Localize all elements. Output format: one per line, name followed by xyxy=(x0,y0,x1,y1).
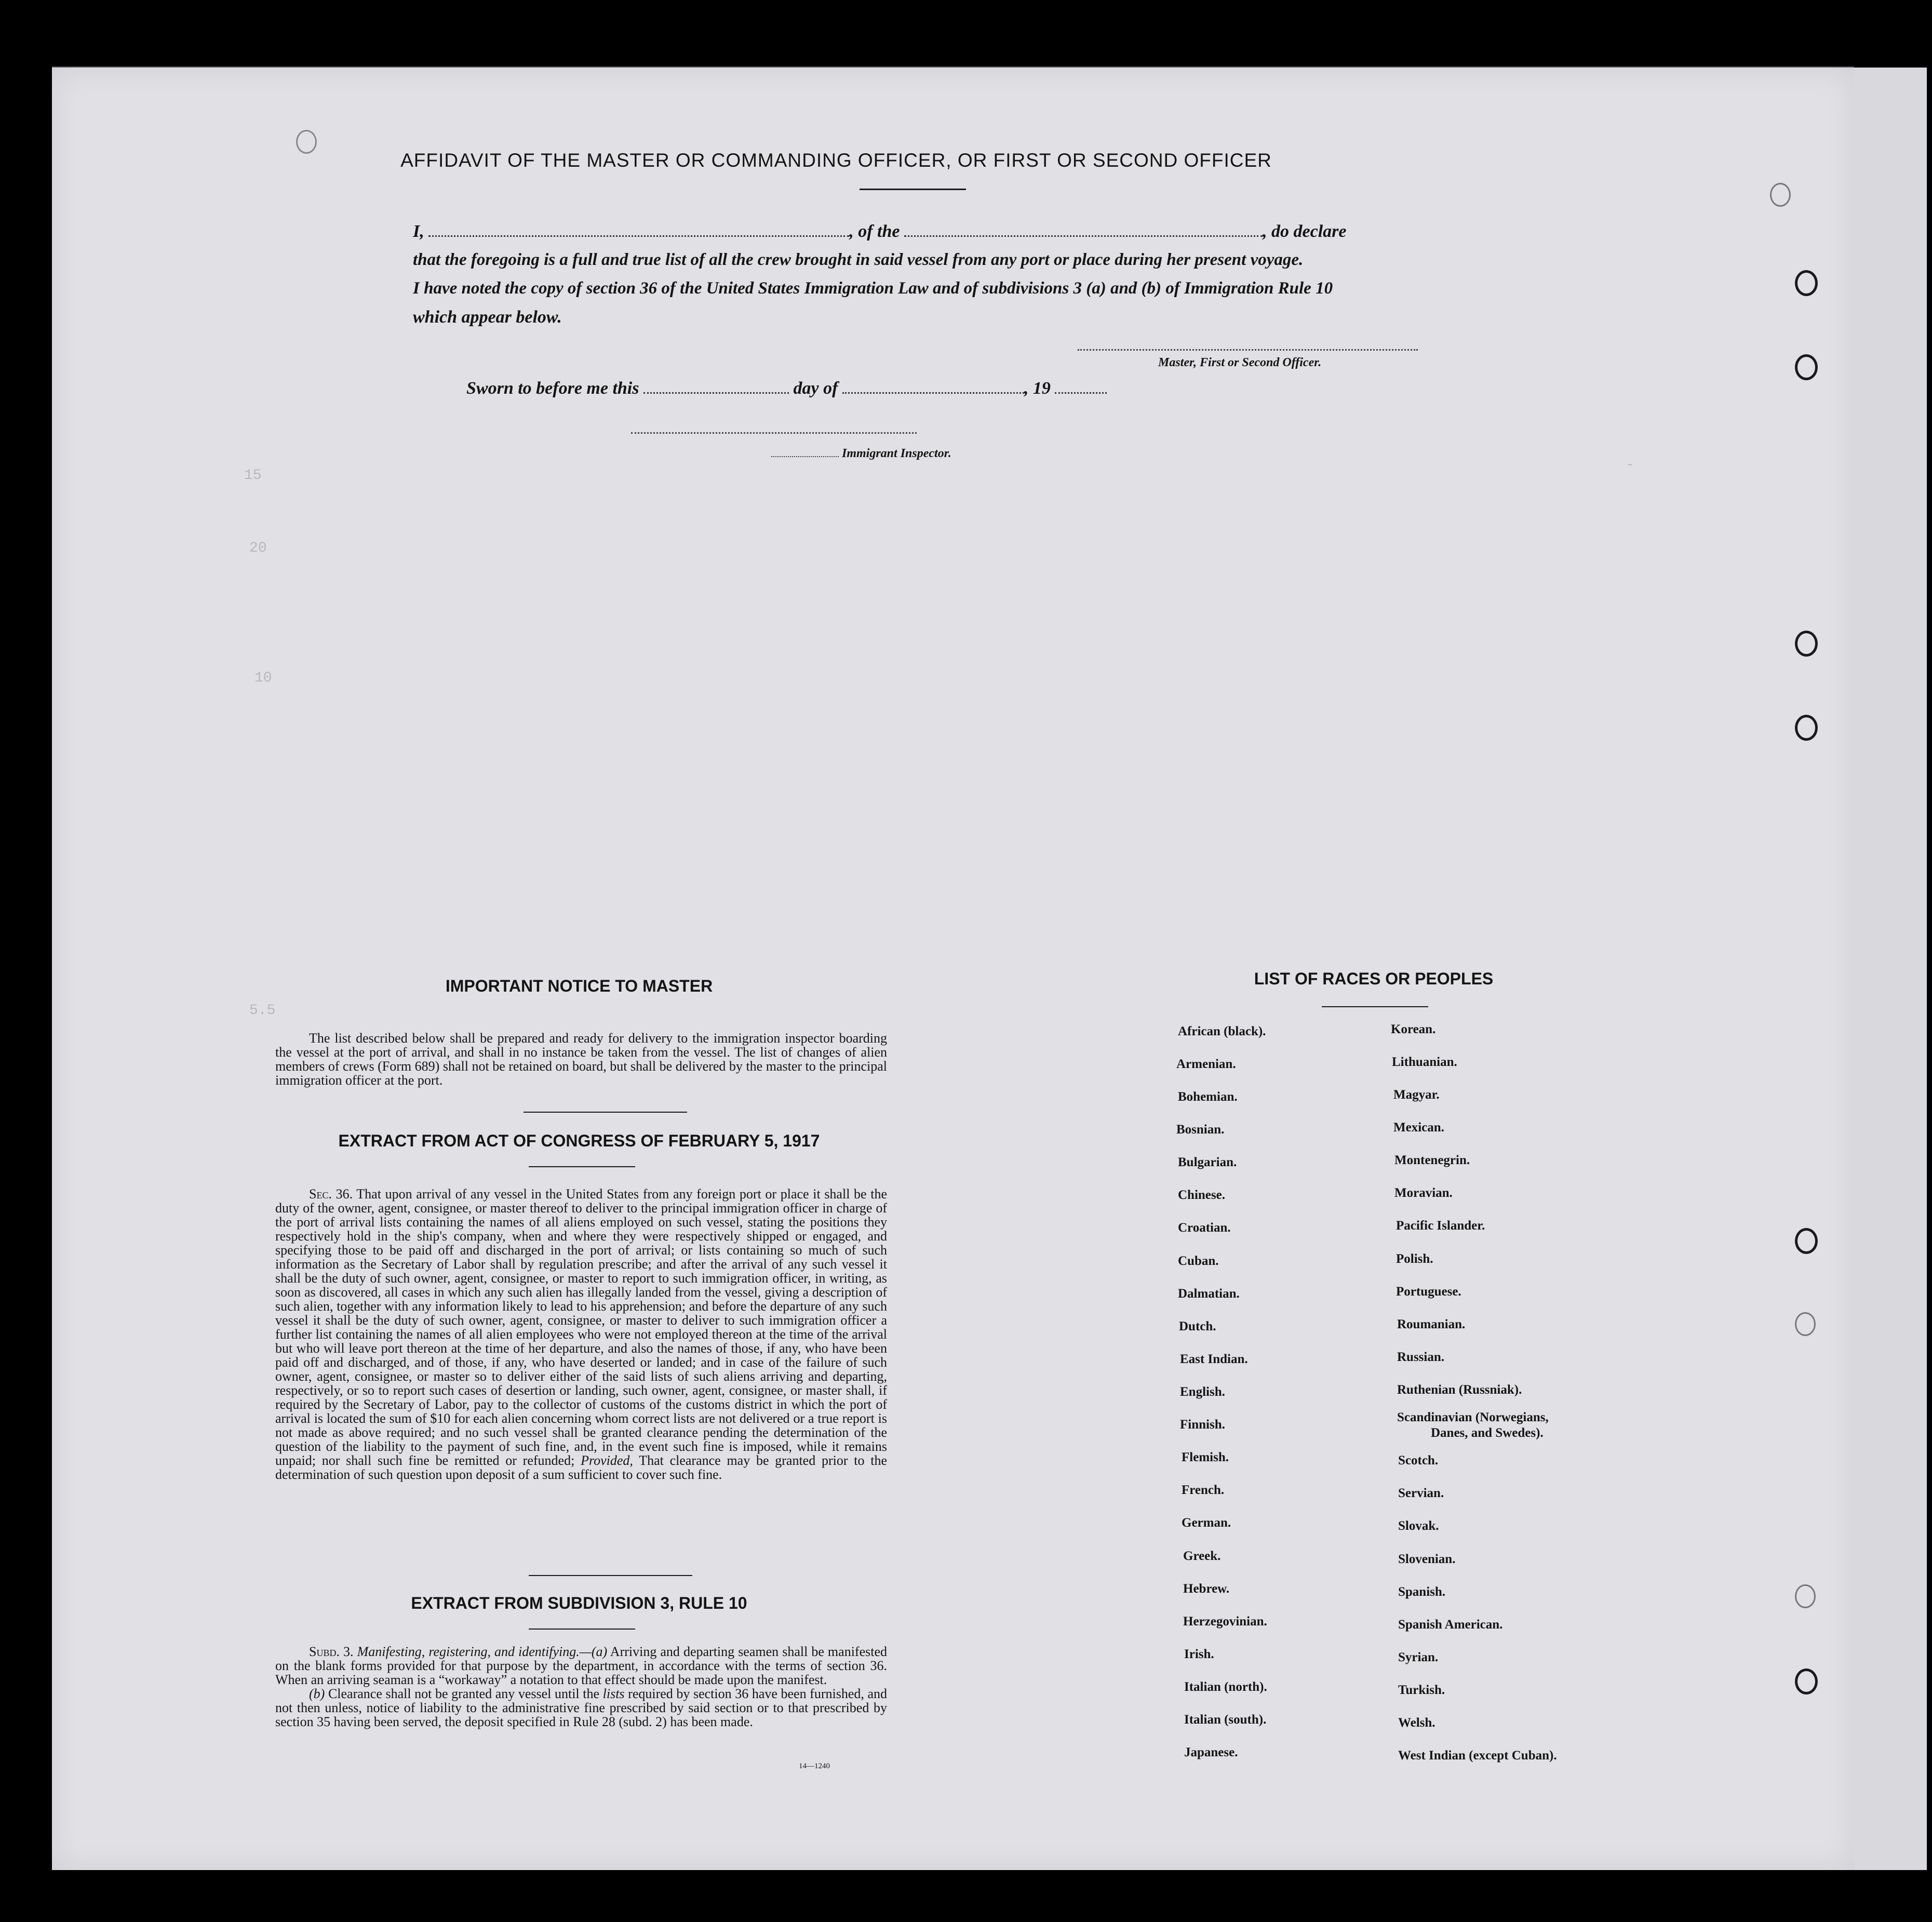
bleed-through-mark: - xyxy=(1626,457,1634,473)
race-right: Slovenian. xyxy=(1398,1552,1456,1566)
race-left: French. xyxy=(1182,1483,1225,1497)
race-right: Pacific Islander. xyxy=(1396,1219,1485,1233)
master-name-field[interactable] xyxy=(428,235,849,237)
race-left: Italian (north). xyxy=(1184,1680,1267,1694)
race-left: Dalmatian. xyxy=(1178,1287,1240,1301)
inspector-signature-line[interactable] xyxy=(631,431,917,434)
signature-line[interactable] xyxy=(1078,348,1418,351)
act-body-text: That upon arrival of any vessel in the United States from any foreign port or place it shall be the duty of the owner, agent, consignee, or master thereof to deliver to the principal immigration officer in charge of the port of arrival lists containing the names of all aliens employed on such vessel, stating the positions they respectively hold in the ship's company, when and where they were respectively shipped or engaged, and specifying those to be paid off and discharged in the port of arrival; or lists containing so much of such information as the Secretary of Labor shall by regulation prescribe; and after the arrival of any such vessel it shall be the duty of such owner, agent, consignee, or master to report to such immigration officer, in writing, as soon as discovered, all cases in which any such alien has illegally landed from the vessel, giving a description of such alien, together with any information likely to lead to his apprehension; and before the departure of any such vessel it shall be the duty of such owner, agent, consignee, or master to deliver to such immigration officer a further list containing the names of all alien employees who were not employed thereon at the time of the arrival but who will leave port thereon at the time of her departure, and also the names of those, if any, who have been paid off and discharged, and of those, if any, who have deserted or landed; and in case of the failure of such owner, agent, consignee, or master so to deliver either of the said lists of such aliens arriving and departing, respectively, or so to report such cases of desertion or landing, such owner, agent, consignee, or master shall, if required by the Secretary of Labor, pay to the collector of customs of the customs district in which the port of arrival is located the sum of $10 for each alien concerning whom correct lists are not delivered or a true report is not made as above required; and no such vessel shall be granted clearance pending the determination of the question of the liability to the payment of such fine, and, in the event such fine is imposed, while it remains unpaid; nor shall such fine be remitted or refunded; xyxy=(275,1186,888,1468)
race-left: Bulgarian. xyxy=(1178,1155,1237,1169)
race-left: Armenian. xyxy=(1176,1057,1236,1071)
bleed-through-mark: 10 xyxy=(254,670,272,686)
punch-hole xyxy=(1770,183,1791,207)
adjacent-page-strip xyxy=(1854,68,1927,1870)
race-right: Portuguese. xyxy=(1396,1285,1461,1299)
race-left: Herzegovinian. xyxy=(1183,1614,1267,1629)
race-left: Greek. xyxy=(1183,1549,1221,1563)
rule-title: EXTRACT FROM SUBDIVISION 3, RULE 10 xyxy=(411,1594,747,1612)
race-right: West Indian (except Cuban). xyxy=(1398,1749,1557,1763)
rule-paragraph-b xyxy=(275,1687,887,1729)
bleed-through-mark: 20 xyxy=(249,540,267,556)
race-right: Lithuanian. xyxy=(1392,1055,1457,1069)
race-right: Polish. xyxy=(1396,1252,1433,1266)
sworn-start: Sworn to before me this xyxy=(466,379,639,398)
affidavit-line1-end: , do declare xyxy=(1263,222,1347,241)
rule-b-label: (b) xyxy=(309,1686,325,1701)
punch-hole xyxy=(1795,354,1818,380)
race-right: Servian. xyxy=(1398,1486,1444,1500)
race-right: Danes, and Swedes). xyxy=(1431,1426,1544,1440)
punch-hole xyxy=(1795,270,1818,296)
race-left: Bosnian. xyxy=(1176,1123,1225,1137)
race-right: Magyar. xyxy=(1393,1088,1440,1102)
act-body-end: That clearance may be granted prior to the determination of such question upon deposit of a sum sufficient to cover such fine. xyxy=(275,1453,888,1482)
rule-paragraph-a xyxy=(275,1645,887,1687)
punch-hole xyxy=(1795,631,1818,657)
form-number: 14—1240 xyxy=(799,1762,830,1770)
rule-title-rule xyxy=(529,1629,635,1630)
notice-body-text: The list described below shall be prepared and ready for delivery to the immigration inspector boarding the vessel at the port of arrival, and shall in no instance be taken from the vessel. The list of changes of alien members of crews (Form 689) shall not be retained on board, but shall be delivered by the master to the principal immigration officer at the port. xyxy=(275,1031,887,1088)
act-end-rule xyxy=(529,1575,692,1576)
affidavit-declaration xyxy=(413,217,1436,331)
race-right: Slovak. xyxy=(1398,1519,1439,1533)
race-left: Italian (south). xyxy=(1184,1713,1267,1727)
affidavit-line1-mid: , of the xyxy=(849,222,900,241)
rule-body xyxy=(275,1645,887,1729)
bleed-through-mark: 15 xyxy=(244,468,262,484)
affidavit-line-2: that the foregoing is a full and true list of all the crew brought in said vessel from any port or place during her present voyage. xyxy=(413,250,1304,269)
rule-subd: Subd. 3. xyxy=(309,1644,354,1659)
races-title: LIST OF RACES OR PEOPLES xyxy=(1254,969,1494,988)
race-left: German. xyxy=(1182,1516,1231,1530)
rule-body-a: Arriving and departing seamen shall be manifested on the blank forms provided for that purpose by the department, in accordance with the terms of section 36. When an arriving seaman is a “workaway” a notation to that effect should be made upon the manifest. xyxy=(275,1644,887,1687)
race-right: Roumanian. xyxy=(1397,1317,1466,1331)
race-left: Irish. xyxy=(1184,1647,1214,1661)
race-left: Chinese. xyxy=(1178,1188,1225,1202)
race-right: Montenegrin. xyxy=(1394,1153,1470,1167)
notice-body xyxy=(275,1031,887,1087)
race-right: Welsh. xyxy=(1398,1716,1435,1730)
act-body xyxy=(275,1187,887,1481)
punch-hole xyxy=(1795,1228,1818,1254)
punch-hole xyxy=(1795,715,1818,741)
race-right: Scotch. xyxy=(1398,1453,1439,1467)
signature-caption: Master, First or Second Officer. xyxy=(1158,356,1322,369)
race-left: Bohemian. xyxy=(1178,1090,1238,1104)
race-left: Flemish. xyxy=(1182,1450,1229,1464)
race-right: Syrian. xyxy=(1398,1650,1439,1664)
vessel-name-field[interactable] xyxy=(904,235,1263,237)
act-provided: Provided, xyxy=(581,1453,633,1468)
race-left: Dutch. xyxy=(1179,1319,1216,1333)
race-right: Korean. xyxy=(1391,1022,1436,1036)
sworn-line xyxy=(466,374,1107,403)
bleed-through-mark: 5.5 xyxy=(249,1003,276,1019)
sworn-month-field[interactable] xyxy=(842,392,1024,394)
race-right: Moravian. xyxy=(1394,1186,1453,1200)
affidavit-line-4: which appear below. xyxy=(413,308,562,327)
race-left: Finnish. xyxy=(1180,1418,1225,1432)
race-left: English. xyxy=(1180,1385,1225,1399)
sworn-day-label: day of xyxy=(793,379,838,398)
race-right: Scandinavian (Norwegians, xyxy=(1397,1410,1549,1424)
act-title: EXTRACT FROM ACT OF CONGRESS OF FEBRUARY 5, 1917 xyxy=(338,1131,820,1150)
act-section: Sec. 36. xyxy=(309,1186,353,1202)
affidavit-line1-start: I, xyxy=(413,222,424,241)
punch-hole xyxy=(1795,1584,1816,1608)
inspector-caption xyxy=(771,447,951,461)
race-right: Ruthenian (Russniak). xyxy=(1397,1383,1522,1397)
race-left: Japanese. xyxy=(1184,1745,1238,1759)
sworn-year-label: , 19 xyxy=(1024,379,1051,398)
race-left: Croatian. xyxy=(1178,1221,1231,1235)
notice-title: IMPORTANT NOTICE TO MASTER xyxy=(445,977,713,995)
race-right: Russian. xyxy=(1397,1350,1445,1364)
rule-lists: lists xyxy=(602,1686,625,1701)
affidavit-title-rule xyxy=(860,189,966,190)
sworn-day-field[interactable] xyxy=(643,392,789,394)
punch-hole xyxy=(1795,1669,1818,1694)
race-right: Spanish. xyxy=(1398,1585,1446,1599)
punch-hole xyxy=(1795,1312,1816,1336)
races-title-rule xyxy=(1322,1006,1428,1007)
rule-body-b-start: Clearance shall not be granted any vessel until the xyxy=(328,1686,600,1701)
rule-subd-heading: Manifesting, registering, and identifying.—(a) xyxy=(357,1644,608,1659)
notice-rule xyxy=(524,1112,687,1113)
race-right: Mexican. xyxy=(1393,1120,1444,1134)
sworn-year-field[interactable] xyxy=(1055,392,1107,394)
affidavit-line-1 xyxy=(413,217,1436,246)
affidavit-line-3: I have noted the copy of section 36 of the United States Immigration Law and of subdivisions 3 (a) and (b) of Immigration Rule 10 xyxy=(413,279,1333,298)
inspector-caption-text: Immigrant Inspector. xyxy=(842,447,951,460)
act-title-rule xyxy=(529,1166,635,1167)
rule-body-b-end: required by section 36 have been furnished, and not then unless, notice of liability to the administrative fine prescribed by said section or to that prescribed by section 35 having been served, the deposit specified in Rule 28 (subd. 2) has been made. xyxy=(275,1686,888,1729)
race-left: Cuban. xyxy=(1178,1254,1219,1268)
race-right: Spanish American. xyxy=(1398,1618,1503,1632)
affidavit-title: AFFIDAVIT OF THE MASTER OR COMMANDING OFFICER, OR FIRST OR SECOND OFFICER xyxy=(400,150,1272,171)
race-left: African (black). xyxy=(1178,1024,1266,1038)
race-left: Hebrew. xyxy=(1183,1582,1230,1596)
race-right: Turkish. xyxy=(1398,1683,1445,1697)
race-left: East Indian. xyxy=(1180,1352,1248,1366)
punch-hole xyxy=(296,130,317,154)
